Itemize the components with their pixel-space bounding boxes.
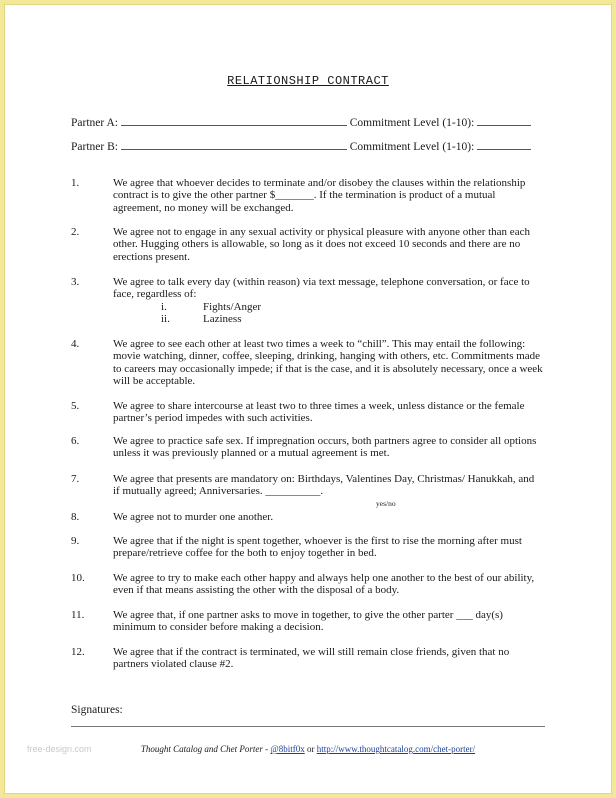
- clause-number: 12.: [71, 646, 85, 658]
- clause-text: We agree to see each other at least two times a week to “chill”. This may entail the following: movie watching, dinner, coffee, sleeping, drinking, hanging with others, etc. Commitments made to careers may occasionally impede; if that is the case, and it is absolutely necessary, once a week will be acceptable.: [113, 338, 543, 387]
- clause-number: 5.: [71, 400, 80, 412]
- partner-a-label: Partner A:: [71, 117, 118, 129]
- clause-number: 8.: [71, 511, 80, 523]
- footer-handle-link[interactable]: @8bitf0x: [270, 744, 305, 754]
- partner-a-level-label: Commitment Level (1-10):: [349, 117, 475, 129]
- sublist-numeral: ii.: [161, 312, 170, 325]
- partner-a-line: [71, 116, 541, 129]
- footer-url-link[interactable]: http://www.thoughtcatalog.com/chet-porter/: [316, 744, 476, 754]
- partner-b-level-label: Commitment Level (1-10):: [349, 141, 475, 153]
- clause-sublist: [113, 301, 543, 326]
- partner-a-blank[interactable]: [121, 116, 347, 126]
- clause-number: 6.: [71, 435, 80, 447]
- clause-number: 2.: [71, 226, 80, 238]
- clause-text: We agree to share intercourse at least two to three times a week, unless distance or the female partner’s period impedes with such activities.: [113, 400, 525, 425]
- clause-text: We agree to practice safe sex. If impregnation occurs, both partners agree to consider all options unless it was previously planned or a mutual agreement is met.: [113, 435, 537, 460]
- partner-b-level-blank[interactable]: [477, 140, 531, 150]
- sublist-item: [113, 301, 543, 313]
- sublist-text: Fights/Anger: [203, 300, 262, 313]
- sublist-text: Laziness: [203, 312, 242, 325]
- footer-separator: -: [262, 744, 271, 754]
- sublist-item: [113, 313, 543, 325]
- footer-credit-text: Thought Catalog and Chet Porter: [140, 744, 263, 754]
- clause-number: 10.: [71, 572, 85, 584]
- partner-b-blank[interactable]: [121, 140, 347, 150]
- clause-text: We agree not to engage in any sexual activity or physical pleasure with anyone other than each other. Hugging others is allowable, so long as it does not exceed 10 seconds and there are no erections present.: [113, 226, 530, 263]
- clause-text: We agree that presents are mandatory on: Birthdays, Valentines Day, Christmas/ Hanukkah, and if mutually agreed; Anniversaries. __________.: [113, 473, 535, 498]
- clause-text: We agree that, if one partner asks to move in together, to give the other parter ___ day(s) minimum to consider before making a decision.: [113, 609, 503, 634]
- partner-b-label: Partner B:: [71, 141, 118, 153]
- clause-number: 9.: [71, 535, 80, 547]
- footer-credit: [5, 744, 611, 754]
- partner-b-line: [71, 140, 541, 153]
- partner-a-level-blank[interactable]: [477, 116, 531, 126]
- clause-text: We agree to try to make each other happy and always help one another to the best of our ability, even if that means assisting the other with the disposal of a body.: [113, 572, 535, 597]
- yes-no-note: yes/no: [376, 499, 396, 508]
- signatures-label: Signatures:: [71, 704, 123, 716]
- clause-number: 11.: [71, 609, 85, 621]
- clause-text-block: [113, 276, 543, 325]
- contract-page: [5, 5, 611, 793]
- clause-text: We agree not to murder one another.: [113, 511, 274, 523]
- clause-number: 4.: [71, 338, 80, 350]
- clause-number: 7.: [71, 473, 80, 485]
- clause-text: We agree to talk every day (within reason) via text message, telephone conversation, or face to face, regardless of:: [113, 276, 530, 301]
- clause-text: We agree that if the night is spent together, whoever is the first to rise the morning after must prepare/retrieve coffee for the both to enjoy together in bed.: [113, 535, 522, 560]
- sublist-numeral: i.: [161, 300, 167, 313]
- page-title: RELATIONSHIP CONTRACT: [227, 74, 389, 88]
- clause-text: We agree that whoever decides to terminate and/or disobey the clauses within the relationship contract is to give the other partner $_______. If the termination is product of a mutual agreement, no money will be exchanged.: [113, 177, 526, 214]
- signature-line[interactable]: [71, 726, 545, 727]
- clause-number: 3.: [71, 276, 80, 288]
- clause-number: 1.: [71, 177, 80, 189]
- watermark: free-design.com: [27, 744, 92, 754]
- clause-text: We agree that if the contract is terminated, we will still remain close friends, given that no partners violated clause #2.: [113, 646, 510, 671]
- footer-or: or: [304, 744, 317, 754]
